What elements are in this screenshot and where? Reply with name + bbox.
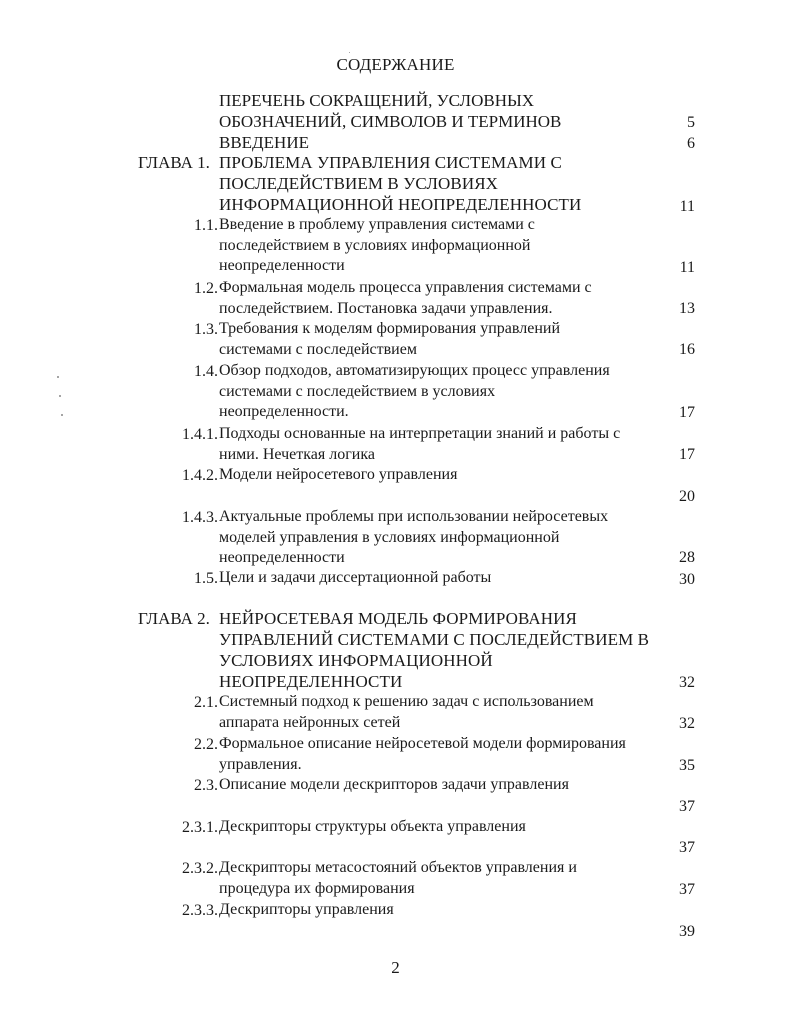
toc-entry-page: 17 xyxy=(679,446,695,463)
toc-entry-title xyxy=(219,568,674,589)
toc-entry-number: 1.4.2. xyxy=(182,467,218,484)
toc-entry-page: 5 xyxy=(687,114,695,131)
toc-entry-title-line: ИНФОРМАЦИОННОЙ НЕОПРЕДЕЛЕННОСТИ xyxy=(219,195,582,214)
toc-entry-page: 39 xyxy=(679,923,695,940)
toc-entry-number: 2.3. xyxy=(194,777,218,794)
toc-entry-title-line: системами с последействием в условиях xyxy=(219,382,496,400)
scan-speck xyxy=(57,376,59,378)
toc-entry-number: ГЛАВА 1. xyxy=(138,153,210,172)
toc-entry-title-line: Дескрипторы структуры объекта управления xyxy=(219,818,526,835)
toc-entry-title xyxy=(219,608,671,692)
toc-entry-number: ГЛАВА 2. xyxy=(138,609,210,628)
toc-entry-title-line: Подходы основанные на интерпретации знаний и работы с xyxy=(219,425,621,442)
toc-entry-title-line: ОБОЗНАЧЕНИЙ, СИМВОЛОВ И ТЕРМИНОВ xyxy=(219,112,562,131)
toc-entry-number: 1.2. xyxy=(194,280,218,297)
toc-entry-number: 1.3. xyxy=(194,321,218,338)
toc-entry-title xyxy=(219,424,674,465)
toc-entry-page: 32 xyxy=(679,674,695,691)
toc-entry-number: 1.4. xyxy=(194,363,218,380)
toc-entry-number: 1.4.3. xyxy=(182,509,218,526)
toc-entry-title-line: Обзор подходов, автоматизирующих процесс управления xyxy=(219,362,610,379)
toc-entry-title xyxy=(219,692,674,733)
toc-entry-title-line: НЕОПРЕДЕЛЕННОСТИ xyxy=(219,672,403,691)
toc-entry-title-line: Дескрипторы управления xyxy=(219,901,394,918)
scan-speck xyxy=(61,414,63,416)
toc-entry-page: 17 xyxy=(679,404,695,421)
scan-speck xyxy=(349,52,350,53)
toc-entry-page: 37 xyxy=(679,798,695,815)
toc-entry-title xyxy=(219,858,674,899)
toc-entry-title xyxy=(219,361,674,423)
toc-entry-title-line: ПОСЛЕДЕЙСТВИЕМ В УСЛОВИЯХ xyxy=(219,174,499,193)
toc-entry-title-line: ними. Нечеткая логика xyxy=(219,445,375,463)
toc-entry-number: 1.5. xyxy=(194,570,218,587)
toc-entry-title-line: процедура их формирования xyxy=(219,879,415,897)
toc-entry-page: 11 xyxy=(679,259,695,276)
toc-entry-title xyxy=(219,465,674,486)
toc-entry-title-line: последействием. Постановка задачи управления. xyxy=(219,299,553,317)
toc-entry-title-line: неопределенности. xyxy=(219,403,349,420)
toc-entry-title-line: Системный подход к решению задач с использованием xyxy=(219,693,594,710)
toc-entry-title xyxy=(219,319,674,360)
toc-entry-title-line: НЕЙРОСЕТЕВАЯ МОДЕЛЬ ФОРМИРОВАНИЯ xyxy=(219,609,577,628)
toc-entry-title xyxy=(219,900,674,921)
toc-entry-page: 13 xyxy=(679,300,695,317)
toc-entry-number: 2.3.1. xyxy=(182,819,218,836)
toc-entry-page: 32 xyxy=(679,715,695,732)
toc-entry-title-line: ПЕРЕЧЕНЬ СОКРАЩЕНИЙ, УСЛОВНЫХ xyxy=(219,91,535,110)
toc-entry-number: 1.4.1. xyxy=(182,426,218,443)
toc-entry-number: 2.2. xyxy=(194,736,218,753)
toc-entry-page: 11 xyxy=(679,198,695,215)
toc-entry-title-line: аппарата нейронных сетей xyxy=(219,713,401,731)
toc-entry-title-line: неопределенности xyxy=(219,257,345,274)
toc-entry-page: 30 xyxy=(679,571,695,588)
toc-entry-title-line: Описание модели дескрипторов задачи управления xyxy=(219,776,569,793)
toc-entry-page: 28 xyxy=(679,549,695,566)
page-number: 2 xyxy=(391,958,400,977)
toc-entry-title xyxy=(219,215,674,277)
toc-entry-page: 16 xyxy=(679,341,695,358)
toc-entry-title xyxy=(219,90,674,132)
toc-entry-page: 35 xyxy=(679,757,695,774)
toc-entry-title-line: Дескрипторы метасостояний объектов управления и xyxy=(219,859,577,876)
toc-entry-title-line: Введение в проблему управления системами с xyxy=(219,216,535,233)
toc-entry-number: 2.3.3. xyxy=(182,902,218,919)
toc-entry-number: 1.1. xyxy=(194,217,218,234)
toc-entry-title-line: системами с последействием xyxy=(219,340,417,358)
toc-entry-title-line: Формальная модель процесса управления системами с xyxy=(219,279,592,296)
toc-entry-title xyxy=(219,152,671,215)
toc-entry-number: 2.3.2. xyxy=(182,860,218,877)
toc-entry-page: 37 xyxy=(679,881,695,898)
toc-entry-title xyxy=(219,775,674,796)
toc-entry-title xyxy=(219,278,674,319)
toc-entry-title xyxy=(219,817,674,838)
toc-entry-title-line: Модели нейросетевого управления xyxy=(219,466,458,483)
toc-entry-title-line: последействием в условиях информационной xyxy=(219,236,531,254)
toc-entry-title-line: ПРОБЛЕМА УПРАВЛЕНИЯ СИСТЕМАМИ С xyxy=(219,153,562,172)
toc-entry-title-line: Цели и задачи диссертационной работы xyxy=(219,569,492,586)
page-title: СОДЕРЖАНИЕ xyxy=(336,55,455,74)
toc-entry-page: 20 xyxy=(679,488,695,505)
toc-entry-title-line: управления. xyxy=(219,755,302,773)
toc-entry-title-line: неопределенности xyxy=(219,549,345,566)
toc-entry-title-line: Актуальные проблемы при использовании нейросетевых xyxy=(219,508,609,525)
toc-entry-page: 6 xyxy=(687,135,695,152)
toc-entry-title-line: Формальное описание нейросетевой модели формирования xyxy=(219,735,626,752)
scan-speck xyxy=(59,395,61,397)
toc-entry-title-line: ВВЕДЕНИЕ xyxy=(219,133,309,152)
toc-entry-number: 2.1. xyxy=(194,694,218,711)
toc-entry-title-line: Требования к моделям формирования управлений xyxy=(219,320,561,337)
toc-entry-title-line: моделей управления в условиях информационной xyxy=(219,528,560,546)
toc-entry-title xyxy=(219,132,674,153)
toc-entry-page: 37 xyxy=(679,839,695,856)
toc-entry-title xyxy=(219,507,674,569)
toc-entry-title xyxy=(219,734,674,775)
toc-entry-title-line: УПРАВЛЕНИЙ СИСТЕМАМИ С ПОСЛЕДЕЙСТВИЕМ В xyxy=(219,630,650,649)
toc-entry-title-line: УСЛОВИЯХ ИНФОРМАЦИОННОЙ xyxy=(219,651,493,670)
